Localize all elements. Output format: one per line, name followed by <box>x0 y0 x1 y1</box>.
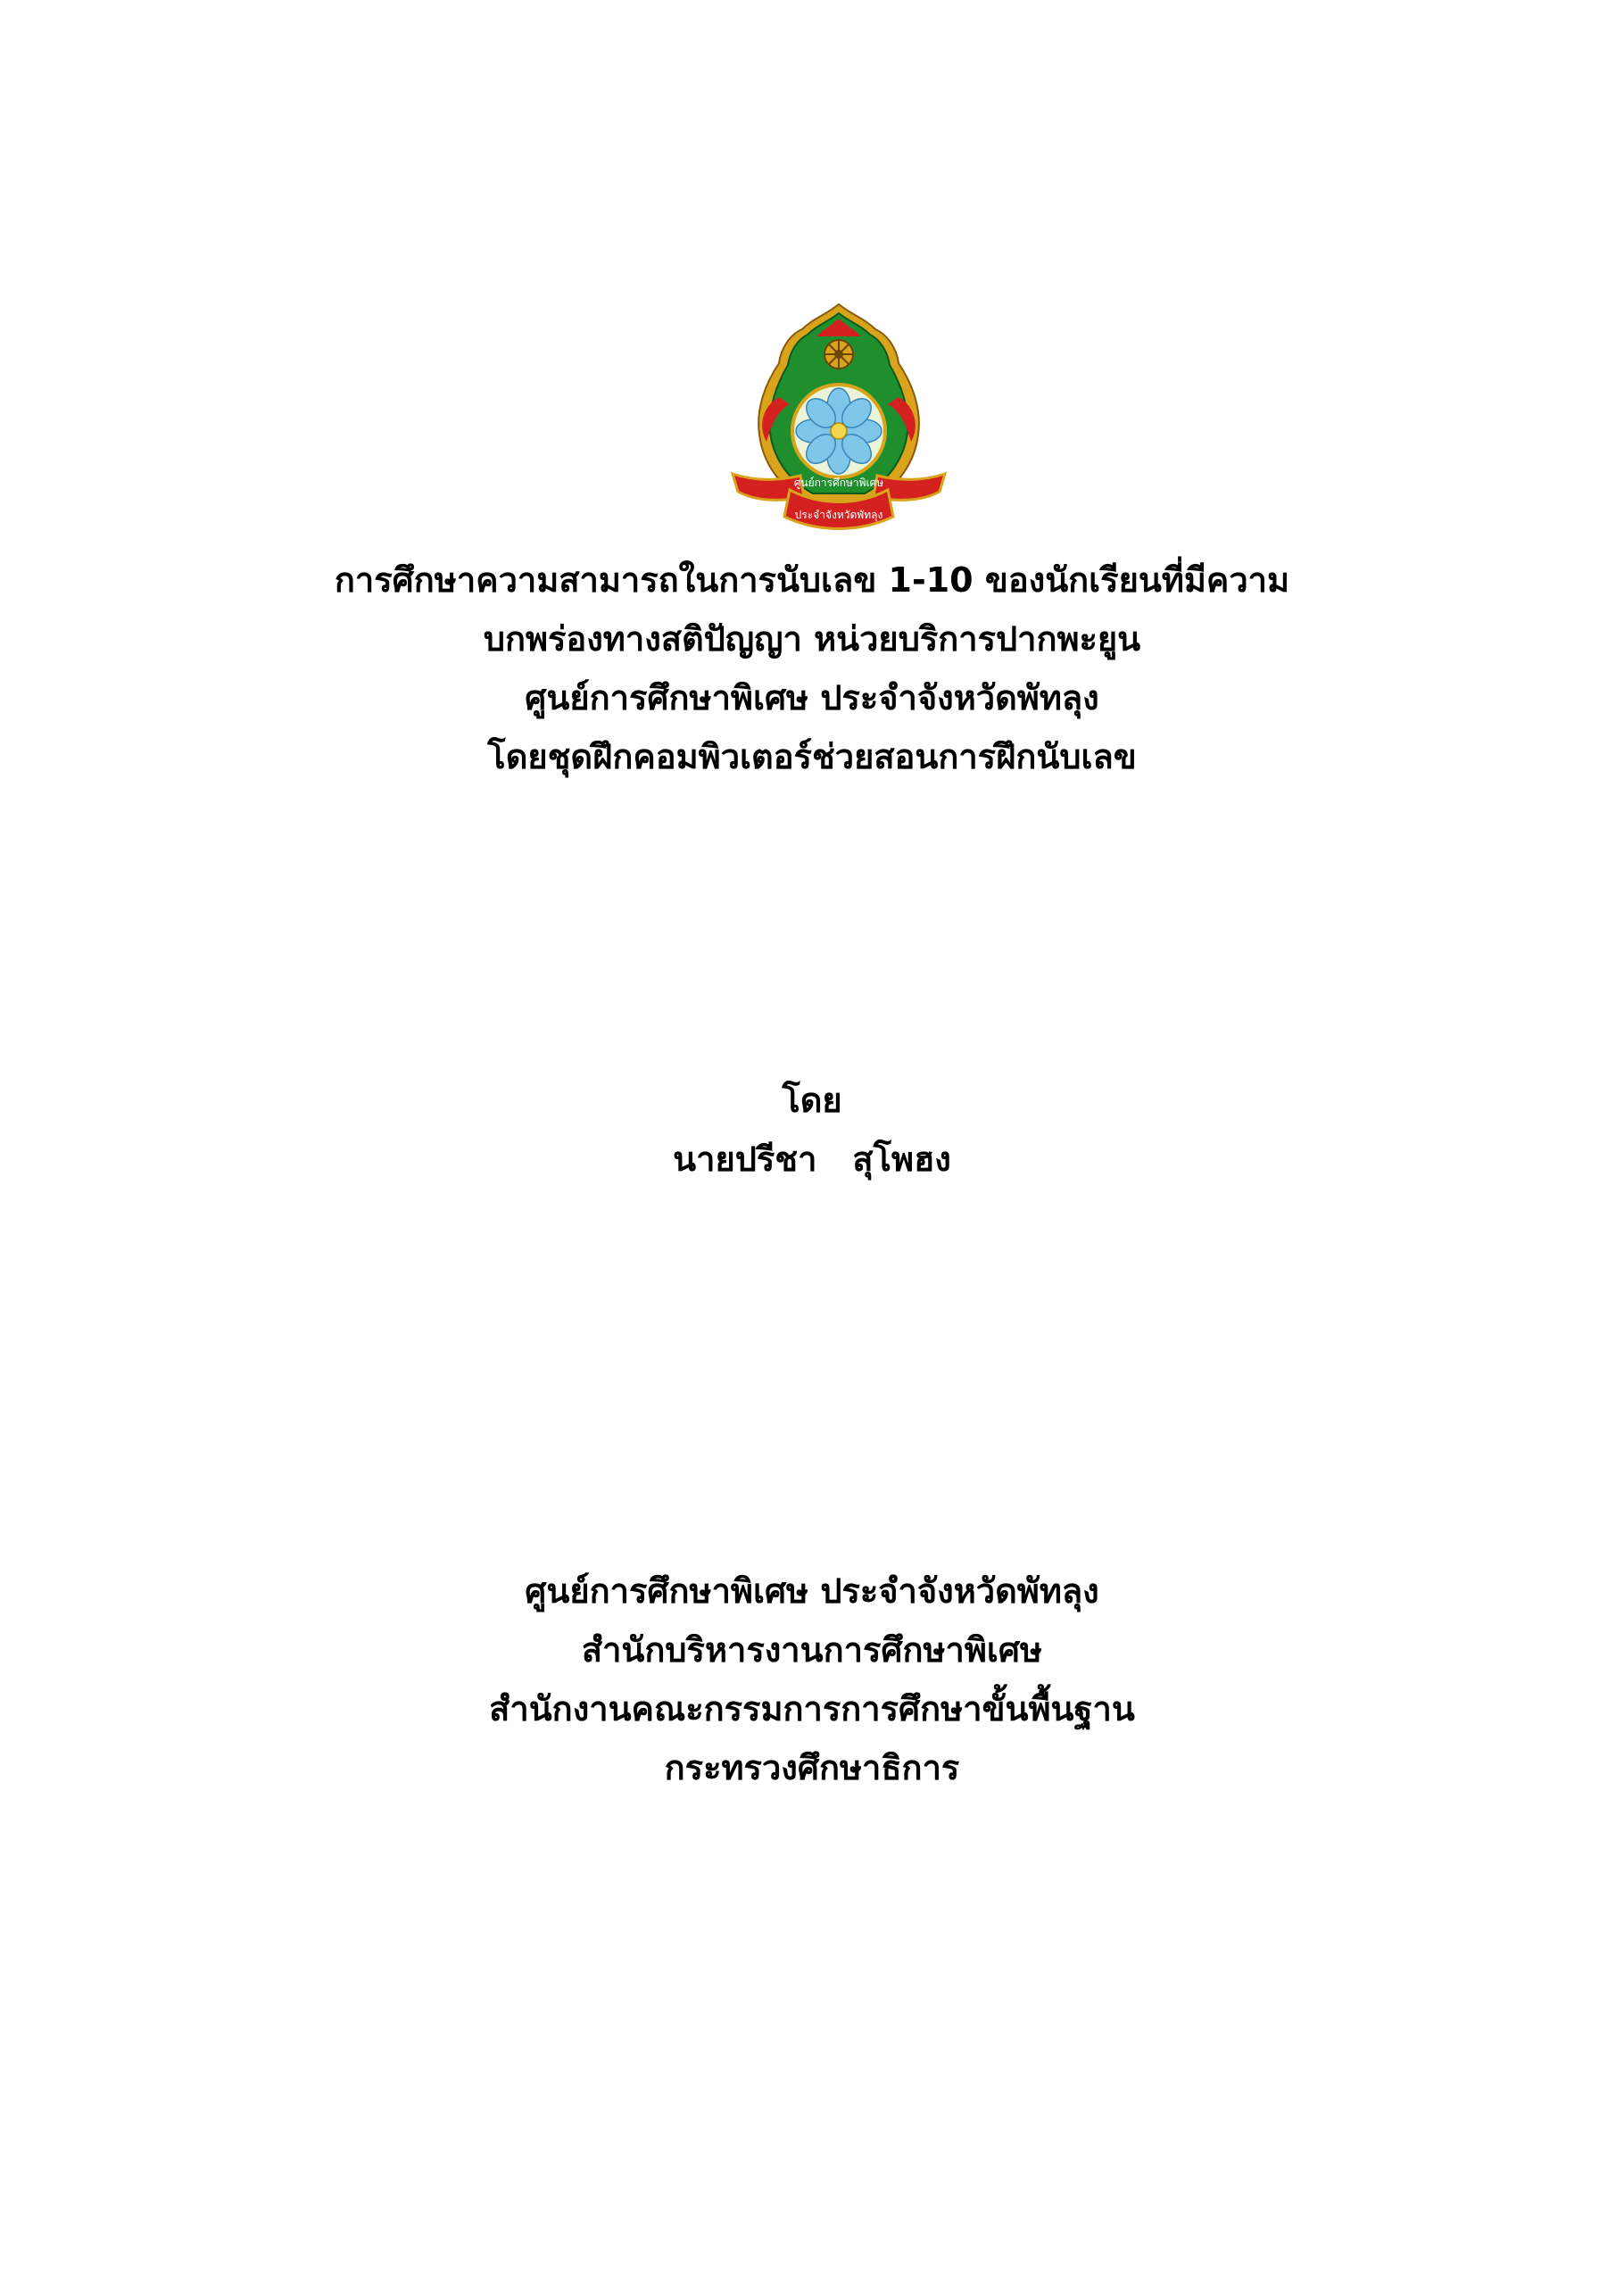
org-line-2: สำนักบริหารงานการศึกษาพิเศษ <box>581 1630 1043 1670</box>
org-line-4: กระทรวงศึกษาธิการ <box>664 1748 960 1787</box>
report-title <box>0 551 1624 786</box>
by-label: โดย <box>782 1081 842 1120</box>
author-name <box>0 1130 1624 1189</box>
seal-text-bottom: ประจำจังหวัดพัทลุง <box>794 509 883 521</box>
author-first-name: นายปรีชา <box>673 1140 817 1179</box>
title-line-2: บกพร่องทางสติปัญญา หน่วยบริการปากพะยูน <box>483 619 1141 659</box>
title-line-1: การศึกษาความสามารถในการนับเลข 1-10 ของนักเรียนที่มีความ <box>334 560 1290 600</box>
seal-text-top: ศูนย์การศึกษาพิเศษ <box>793 477 884 489</box>
author-last-name: สุโพฮง <box>852 1140 951 1179</box>
school-emblem-logo <box>727 299 950 540</box>
title-line-4: โดยชุดฝึกคอมพิวเตอร์ช่วยสอนการฝึกนับเลข <box>487 737 1137 776</box>
org-line-3: สำนักงานคณะกรรมการการศึกษาขั้นพื้นฐาน <box>489 1689 1135 1728</box>
title-line-3: ศูนย์การศึกษาพิเศษ ประจำจังหวัดพัทลุง <box>525 678 1099 717</box>
author-section <box>0 1071 1624 1189</box>
org-line-1: ศูนย์การศึกษาพิเศษ ประจำจังหวัดพัทลุง <box>525 1571 1099 1611</box>
organization-section <box>0 1562 1624 1797</box>
